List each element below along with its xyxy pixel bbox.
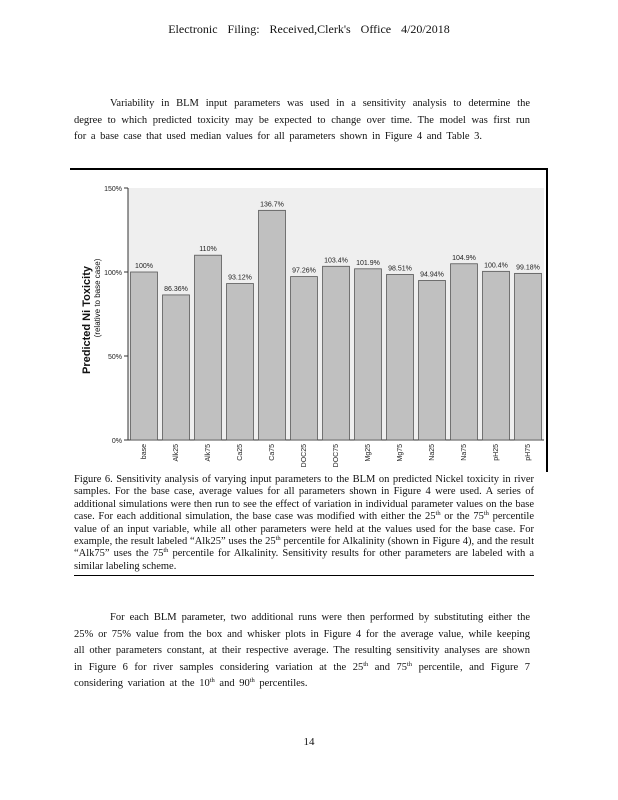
bar-data-label: 103.4% (324, 257, 348, 265)
figure-caption: Figure 6. Sensitivity analysis of varying input parameters to the BLM on predicted Nickel toxicity in river samples. For the base case, average values for all parameters shown in Figure 4 were used. A series of additional simulations were then run to see the effect of variation in individual parameter values on the base case. For each additional simulation, the base case was modified with either the 25th or the 75th percentile value of an input variable, while all other parameters were held at the values used for the base case. For example, the result labeled “Alk25” uses the 25th percentile for Alkalinity (shown in Figure 4), and the result “Alk75” uses the 75th percentile for Alkalinity. Sensitivity results for other parameters are labeled with a similar labeling scheme. (74, 474, 534, 576)
page-header: Electronic Filing: Received,Clerk's Office 4/20/2018 (168, 22, 450, 36)
x-tick-label: pH25 (493, 444, 500, 461)
y-tick-label: 50% (107, 354, 122, 361)
bar (291, 277, 318, 440)
y-axis-title: Predicted Ni Toxicity (81, 266, 93, 374)
bar (419, 281, 446, 440)
bar (259, 210, 286, 440)
page-number: 14 (303, 736, 315, 748)
bar (131, 272, 158, 440)
x-tick-label: Na25 (429, 444, 436, 461)
bar (163, 295, 190, 440)
bar-data-label: 100% (135, 263, 153, 270)
bar-data-label: 136.7% (260, 201, 284, 209)
y-tick-label: 0% (111, 438, 122, 445)
bar (323, 266, 350, 440)
x-tick-label: Alk25 (173, 444, 180, 462)
bar (195, 255, 222, 440)
x-tick-label: Alk75 (205, 444, 212, 462)
bar-data-label: 110% (199, 246, 217, 254)
bar-data-label: 93.12% (228, 274, 252, 282)
bar (355, 269, 382, 440)
x-tick-label: Mg25 (365, 444, 372, 462)
y-tick-label: 100% (104, 270, 122, 277)
x-tick-label: DOC25 (301, 444, 308, 468)
bar-data-label: 98.51% (388, 265, 412, 273)
bar-data-label: 104.9% (452, 254, 476, 262)
bar (483, 271, 510, 440)
x-tick-label: Na75 (461, 444, 468, 461)
intro-paragraph: Variability in BLM input parameters was used in a sensitivity analysis to determine the degree to which predicted toxicity may be expected to change over time. The model was first run for a base case that used median values for all parameters shown in Figure 4 and Table 3. (74, 98, 530, 142)
y-tick-label: 150% (104, 186, 122, 193)
bar (515, 273, 542, 440)
bar-data-label: 86.36% (164, 285, 188, 293)
x-tick-label: base (141, 444, 148, 460)
caption-label: Figure 6. (74, 474, 113, 485)
bar (227, 284, 254, 440)
bar-data-label: 99.18% (516, 264, 540, 272)
x-tick-label: DOC75 (333, 444, 340, 468)
bar-data-label: 101.9% (356, 259, 380, 267)
x-tick-label: Ca25 (237, 444, 244, 461)
method-paragraph: For each BLM parameter, two additional runs were then performed by substituting either the 25% or 75% value from the box and whisker plots in Figure 4 for the average value, while keeping all other parameters constant, at their respective average. The resulting sensitivity analyses are shown in Figure 6 for river samples considering variation at the 25th and 75th percentile, and Figure 7 considering variation at the 10th and 90th percentiles. (74, 612, 530, 689)
bar (387, 275, 414, 440)
x-tick-label: Mg75 (397, 444, 404, 462)
bar-data-label: 97.26% (292, 267, 316, 275)
x-tick-label: pH75 (525, 444, 532, 461)
x-tick-label: Ca75 (269, 444, 276, 461)
bar-data-label: 100.4% (484, 262, 508, 270)
sensitivity-bar-chart (70, 168, 546, 470)
bar-data-label: 94.94% (420, 271, 444, 279)
y-axis-subtitle: (relative to base case) (93, 258, 102, 338)
bar (451, 264, 478, 440)
